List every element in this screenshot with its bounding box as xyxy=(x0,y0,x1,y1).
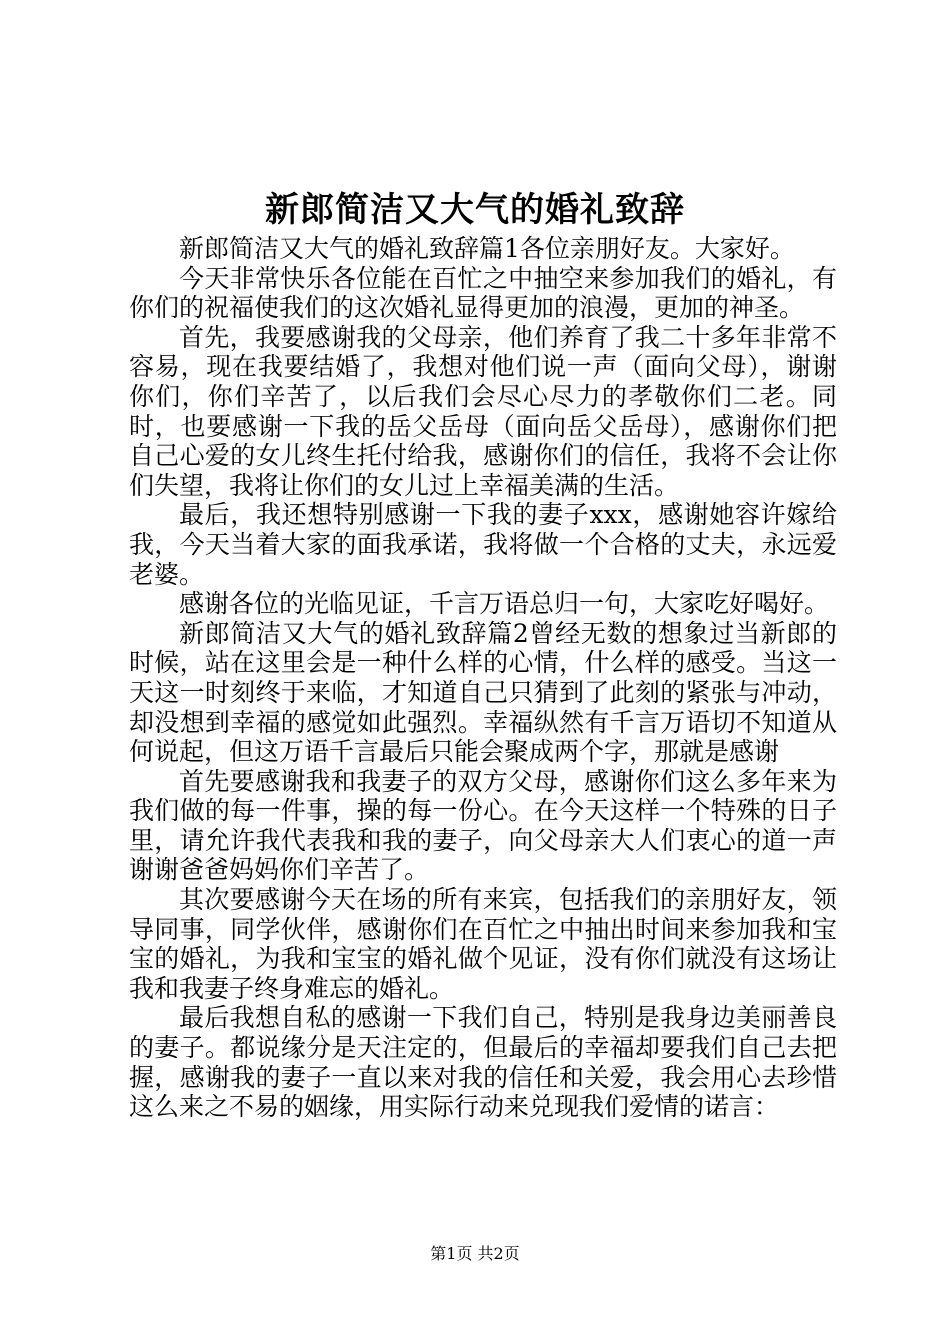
paragraph: 感谢各位的光临见证，千言万语总归一句，大家吃好喝好。 xyxy=(179,589,830,619)
paragraph: 今天非常快乐各位能在百忙之中抽空来参加我们的婚礼，有你们的祝福使我们的这次婚礼显得更加的浪漫，更加的神圣。 xyxy=(129,263,837,323)
paragraph: 其次要感谢今天在场的所有来宾，包括我们的亲朋好友，领导同事，同学伙伴，感谢你们在百忙之中抽出时间来参加我和宝宝的婚礼，为我和宝宝的婚礼做个见证，没有你们就没有这场让我和我妻子终身难忘的婚礼。 xyxy=(129,885,837,1003)
paragraph: 最后我想自私的感谢一下我们自己，特别是我身边美丽善良的妻子。都说缘分是天注定的，但最后的幸福却要我们自己去把握，感谢我的妻子一直以来对我的信任和关爱，我会用心去珍惜这么来之不易的姻缘，用实际行动来兑现我们爱情的诺言： xyxy=(129,1003,837,1122)
document-body xyxy=(129,234,837,1122)
page-footer: 第1页 共2页 xyxy=(430,1244,520,1263)
paragraph: 首先要感谢我和我妻子的双方父母，感谢你们这么多年来为我们做的每一件事，操的每一份心。在今天这样一个特殊的日子里，请允许我代表我和我的妻子，向父母亲大人们衷心的道一声谢谢爸爸妈妈你们辛苦了。 xyxy=(129,766,837,885)
paragraph: 最后，我还想特别感谢一下我的妻子xxx，感谢她容许嫁给我，今天当着大家的面我承诺，我将做一个合格的丈夫，永远爱老婆。 xyxy=(129,500,837,589)
paragraph: 首先，我要感谢我的父母亲，他们养育了我二十多年非常不容易，现在我要结婚了，我想对他们说一声（面向父母），谢谢你们，你们辛苦了，以后我们会尽心尽力的孝敬你们二老。同时，也要感谢一下我的岳父岳母（面向岳父岳母），感谢你们把自己心爱的女儿终生托付给我，感谢你们的信任，我将不会让你们失望，我将让你们的女儿过上幸福美满的生活。 xyxy=(129,322,837,500)
page-title: 新郎简洁又大气的婚礼致辞 xyxy=(265,190,685,230)
paragraph: 新郎简洁又大气的婚礼致辞篇2曾经无数的想象过当新郎的时候，站在这里会是一种什么样的心情，什么样的感受。当这一天这一时刻终于来临，才知道自己只猜到了此刻的紧张与冲动，却没想到幸福的感觉如此强烈。幸福纵然有千言万语切不知道从何说起，但这万语千言最后只能会聚成两个字，那就是感谢 xyxy=(129,618,837,767)
paragraph: 新郎简洁又大气的婚礼致辞篇1各位亲朋好友。大家好。 xyxy=(179,234,795,263)
